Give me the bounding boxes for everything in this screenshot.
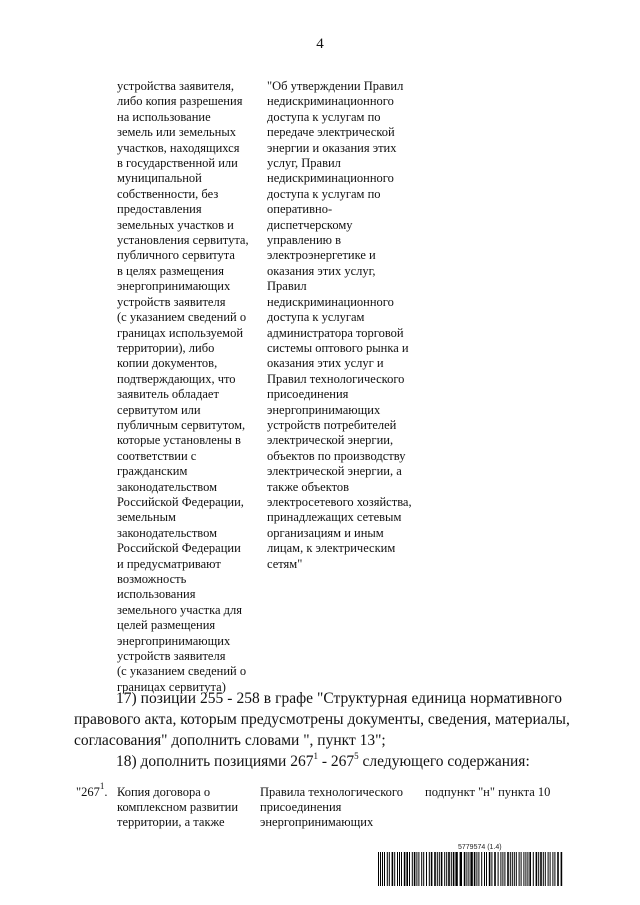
table-right-line: электроэнергетике и (267, 248, 376, 263)
new-row-clause-cell (425, 785, 575, 800)
item-17-paragraph (74, 688, 570, 751)
item-18-paragraph (116, 751, 530, 772)
table-left-line: использования (117, 587, 196, 602)
table-right-line: электрической энергии, а (267, 464, 402, 479)
table-right-line: доступа к услугам по (267, 186, 381, 201)
table-left-line: земельных участков и (117, 217, 234, 232)
barcode-image (378, 852, 564, 886)
table-right-line: оперативно- (267, 202, 333, 217)
table-left-line: возможность (117, 572, 187, 586)
table-left-line: которые установлены в (117, 433, 241, 448)
table-right-line: электросетевого хозяйства, (267, 494, 412, 509)
table-right-line: недискриминационного (267, 294, 394, 309)
table-left-line: земель или земельных (117, 125, 236, 140)
new-row-num-suffix: . (104, 785, 108, 799)
item-17-line-2: правового акта, которым предусмотрены документы, сведения, материалы, (74, 711, 570, 728)
table-left-line: заявитель обладает (117, 387, 219, 402)
table-right-line: организациям и иным (267, 525, 384, 540)
table-left-line: копии документов, (117, 356, 218, 371)
table-right-line: оказания этих услуг и (267, 356, 384, 371)
table-left-line: публичного сервитута (117, 248, 235, 263)
table-left-line: энергопринимающих (117, 279, 231, 294)
table-left-line: устройства заявителя, (117, 79, 234, 93)
table-right-line: недискриминационного (267, 171, 394, 186)
table-right-line: присоединения (267, 387, 349, 402)
table-left-line: территории), либо (117, 340, 215, 355)
table-right-column (267, 79, 412, 572)
table-right-line: устройств потребителей (267, 417, 397, 432)
table-left-line: либо копия разрешения (117, 94, 243, 109)
new-row-document-cell (117, 785, 257, 830)
table-left-column (117, 79, 267, 695)
new-row-act-line: Правила технологического (260, 785, 403, 799)
table-right-line: энергии и оказания этих (267, 140, 397, 155)
table-right-line: Правил (267, 279, 307, 294)
table-right-line: доступа к услугам (267, 310, 365, 325)
new-row-num-prefix: "267 (76, 785, 100, 799)
table-right-line: администратора торговой (267, 325, 404, 340)
table-left-line: устройств заявителя (117, 649, 226, 664)
table-right-line: принадлежащих сетевым (267, 510, 402, 525)
table-left-line: муниципальной (117, 171, 202, 186)
table-right-line: передаче электрической (267, 125, 395, 140)
table-left-line: публичным сервитутом, (117, 417, 246, 432)
table-right-line: энергопринимающих (267, 402, 381, 417)
new-row-act-line: присоединения (260, 800, 342, 814)
table-left-line: земельного участка для (117, 602, 243, 617)
new-row-document-line: Копия договора о (117, 785, 211, 799)
table-left-line: земельным (117, 510, 176, 525)
item-18-suffix: следующего содержания: (358, 753, 530, 770)
table-left-line: целей размещения (117, 618, 216, 633)
new-row-num-sup: 1 (99, 781, 105, 791)
table-right-line: доступа к услугам по (267, 109, 381, 124)
table-left-line: соответствии с (117, 448, 197, 463)
new-row-act-cell (260, 785, 420, 830)
new-row-act-line: энергопринимающих (260, 815, 374, 829)
item-18-sup-2: 5 (354, 751, 359, 761)
table-right-line: управлению в (267, 233, 342, 248)
page-number: 4 (316, 36, 324, 52)
table-right-line: сетям" (267, 556, 303, 571)
table-right-line: диспетчерскому (267, 217, 353, 232)
new-row-document-line: комплексном развитии (117, 800, 239, 814)
table-left-line: законодательством (117, 525, 218, 540)
table-left-line: собственности, без (117, 186, 219, 201)
table-left-line: Российской Федерации (117, 541, 241, 556)
table-right-line: услуг, Правил (267, 156, 341, 171)
table-left-line: в целях размещения (117, 263, 224, 278)
table-left-line: законодательством (117, 479, 218, 494)
table-left-line: границах используемой (117, 325, 244, 340)
table-right-line: также объектов (267, 479, 350, 494)
table-left-line: (с указанием сведений о (117, 664, 247, 679)
item-17-line-3: согласования" дополнить словами ", пункт 13"; (74, 732, 386, 749)
table-left-line: подтверждающих, что (117, 371, 236, 386)
table-left-line: (с указанием сведений о (117, 310, 247, 325)
table-right-line: объектов по производству (267, 448, 406, 463)
item-18-sup-1: 1 (313, 751, 318, 761)
table-left-line: предоставления (117, 202, 202, 217)
table-left-line: установления сервитута, (117, 233, 249, 248)
new-row-document-line: территории, а также (117, 815, 225, 829)
table-left-line: и предусматривают (117, 556, 221, 571)
table-left-line: участков, находящихся (117, 140, 240, 155)
barcode-label: 5779574 (1.4) (458, 844, 502, 851)
item-18-prefix: 18) дополнить позициями 267 (116, 753, 314, 770)
table-left-line: гражданским (117, 464, 188, 479)
table-right-line: лицам, к электрическим (267, 541, 396, 556)
item-18-dash: - 267 (317, 753, 355, 770)
table-right-line: электрической энергии, (267, 433, 394, 448)
table-left-line: в государственной или (117, 156, 238, 171)
item-17-line-1: 17) позиции 255 - 258 в графе "Структурная единица нормативного (116, 690, 562, 707)
table-left-line: энергопринимающих (117, 633, 231, 648)
new-row-number (76, 781, 108, 800)
table-left-line: устройств заявителя (117, 294, 226, 309)
table-left-line: границах сервитута) (117, 679, 226, 694)
table-left-line: сервитутом или (117, 402, 201, 417)
new-row-clause-line: подпункт "н" пункта 10 (425, 785, 551, 799)
table-left-line: на использование (117, 109, 211, 124)
table-right-line: недискриминационного (267, 94, 394, 109)
table-right-line: оказания этих услуг, (267, 263, 376, 278)
table-right-line: "Об утверждении Правил (267, 79, 404, 93)
table-right-line: системы оптового рынка и (267, 340, 409, 355)
table-right-line: Правил технологического (267, 371, 405, 386)
table-left-line: Российской Федерации, (117, 494, 244, 509)
